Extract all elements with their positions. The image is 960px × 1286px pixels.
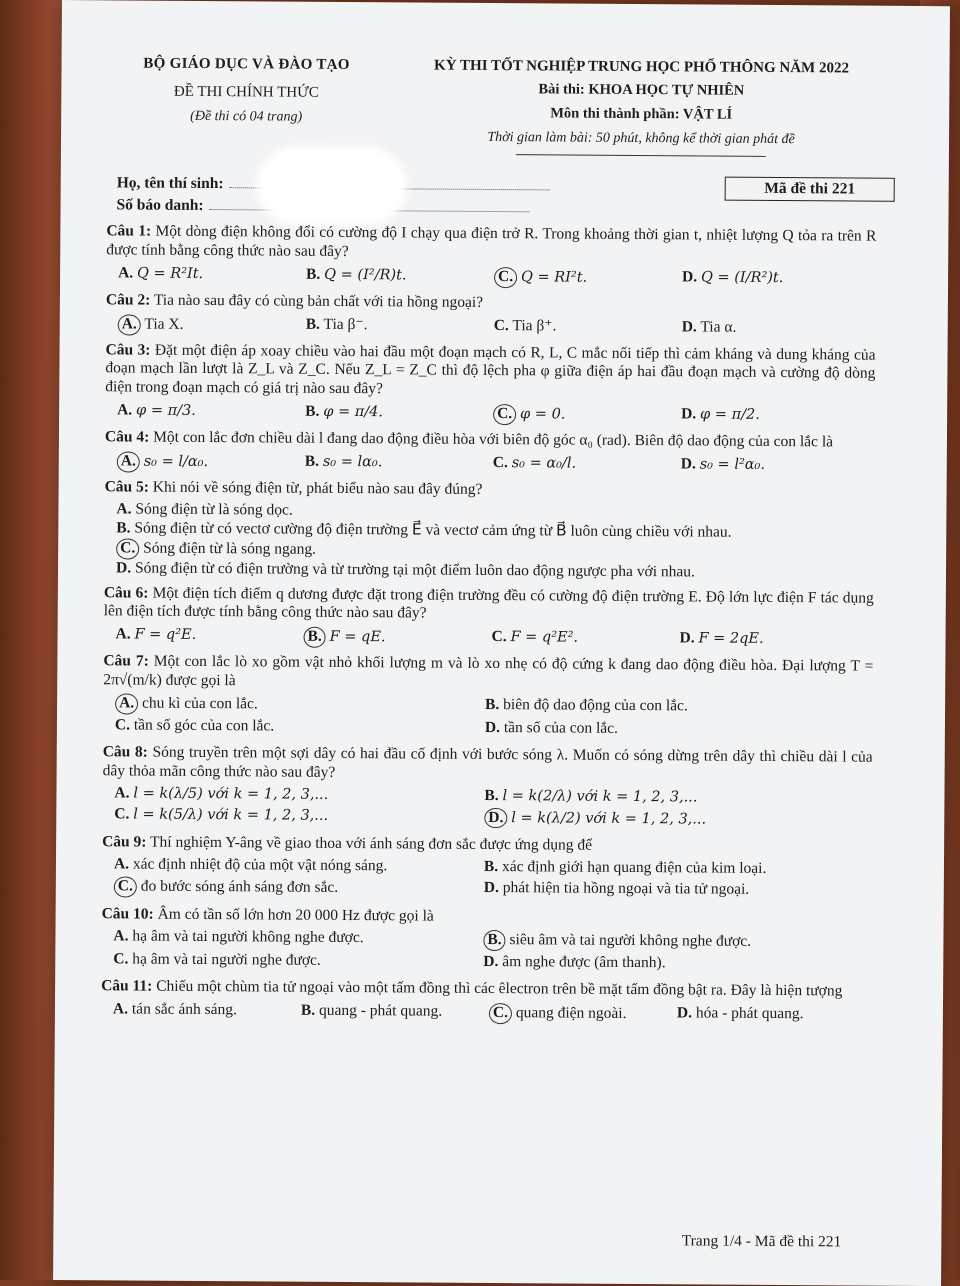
- option-a[interactable]: A. φ = π/3.: [117, 401, 196, 420]
- question-3: [105, 341, 876, 428]
- question-label: Câu 5:: [104, 478, 150, 496]
- option-a[interactable]: A. s₀ = l/α₀.: [117, 451, 305, 473]
- paper-name: Bài thi: KHOA HỌC TỰ NHIÊN: [538, 81, 745, 100]
- question-stem: Một dòng điện không đổi có cường độ I chạy qua điện trở R. Trong khoảng thời gian t, nhiệt lượng Q tỏa ra trên R được tính bằng công thức nào sau đây?: [106, 222, 877, 260]
- option-c[interactable]: C. đo bước sóng ánh sáng đơn sắc.: [114, 877, 484, 900]
- option-a[interactable]: A. F = q²E.: [115, 625, 197, 644]
- option-a[interactable]: A. Tia X.: [118, 314, 306, 336]
- questions-list: [101, 222, 877, 1032]
- question-label: Câu 9:: [102, 833, 147, 852]
- question-stem: Sóng truyền trên một sợi dây có hai đầu cố định với bước sóng λ. Muốn có sóng dừng trên dây thì chiều dài l của dây thỏa mãn công thức nào sau đây?: [102, 743, 873, 781]
- question-stem: Tia nào sau đây có cùng bản chất với tia hồng ngoại?: [153, 291, 484, 311]
- question-stem: Một con lắc đơn chiều dài l đang dao động điều hòa với biên độ góc α₀ (rad). Biên độ dao động của con lắc là: [153, 428, 834, 451]
- option-b[interactable]: B. F = qE.: [303, 627, 491, 649]
- option-d[interactable]: D. Tia α.: [681, 317, 737, 336]
- official-label: ĐỀ THI CHÍNH THỨC: [173, 84, 319, 102]
- question-stem: Thí nghiệm Y-âng về giao thoa với ánh sáng đơn sắc được ứng dụng để: [150, 834, 593, 855]
- question-label: Câu 2:: [105, 291, 151, 309]
- question-7: [103, 653, 874, 743]
- page-footer: Trang 1/4 - Mã đề thi 221: [681, 1232, 842, 1251]
- option-d[interactable]: D. l = k(λ/2) với k = 1, 2, 3,...: [484, 808, 854, 831]
- question-stem: Đặt một điện áp xoay chiều vào hai đầu một đoạn mạch có R, L, C mắc nối tiếp thì cảm kháng và dung kháng của đoạn mạch lần lượt là Z_L và Z_C. Nếu Z_L = Z_C thì độ lệch pha φ giữa điện áp hai đầu đoạn mạch và cường độ dòng điện trong đoạn mạch có giá trị nào sau đây?: [105, 341, 876, 398]
- option-c[interactable]: C. Tia β⁺.: [493, 316, 557, 335]
- option-b[interactable]: B. xác định giới hạn quang điện của kim loại.: [483, 858, 767, 878]
- question-9: [102, 834, 872, 905]
- option-a[interactable]: A. tán sắc ánh sáng.: [112, 1000, 237, 1019]
- option-c[interactable]: C. hạ âm và tai người nghe được.: [113, 950, 321, 969]
- option-c[interactable]: C. Q = RI²t.: [494, 267, 682, 289]
- header-rule: [516, 154, 766, 157]
- question-11: [101, 977, 871, 1026]
- question-2: [106, 291, 876, 340]
- option-b[interactable]: B. φ = π/4.: [305, 402, 384, 421]
- question-stem: Một điện tích điểm q dương được đặt trong điện trường đều có cường độ điện trường E. Độ lớn lực điện F tác dụng lên điện tích được tính bằng công thức nào sau đây?: [103, 584, 874, 622]
- option-c[interactable]: C. quang điện ngoài.: [489, 1003, 677, 1025]
- option-d[interactable]: D. φ = π/2.: [681, 405, 760, 424]
- pages-note: (Đề thi có 04 trang): [190, 108, 303, 125]
- option-b[interactable]: B. Sóng điện từ có vectơ cường độ điện trường E⃗ và vectơ cảm ứng từ B⃗ luôn cùng chiều với nhau.: [116, 519, 732, 541]
- option-d[interactable]: D. Sóng điện từ có điện trường và từ trường tại một điểm luôn dao động ngược pha với nhau.: [115, 558, 695, 581]
- question-label: Câu 11:: [101, 977, 153, 995]
- option-a[interactable]: A. hạ âm và tai người không nghe được.: [113, 927, 364, 947]
- header-left: [131, 54, 361, 125]
- option-d[interactable]: D. hóa - phát quang.: [676, 1004, 804, 1023]
- option-a[interactable]: A. Q = R²It.: [118, 264, 204, 282]
- question-label: Câu 7:: [103, 652, 149, 670]
- question-label: Câu 4:: [104, 428, 150, 446]
- question-1: [106, 222, 876, 290]
- question-stem: Một con lắc lò xo gồm vật nhỏ khối lượng m và lò xo nhẹ có độ cứng k đang dao động điều hòa. Đại lượng T = 2π√(m/k) được gọi là: [103, 652, 874, 690]
- option-c[interactable]: C. φ = 0.: [493, 404, 681, 426]
- question-stem: Chiếu một chùm tia tử ngoại vào một tấm đồng thì các êlectron trên bề mặt tấm đồng bật ra. Đây là hiện tượng: [156, 977, 843, 1000]
- option-d[interactable]: D. F = 2qE.: [679, 629, 764, 648]
- option-d[interactable]: D. tần số của con lắc.: [484, 718, 619, 737]
- option-b[interactable]: B. siêu âm và tai người không nghe được.: [483, 930, 853, 953]
- question-stem: Âm có tần số lớn hơn 20 000 Hz được gọi là: [157, 905, 434, 925]
- option-c[interactable]: C. tần số góc của con lắc.: [114, 716, 275, 735]
- question-5: [104, 478, 875, 583]
- option-a[interactable]: A. l = k(λ/5) với k = 1, 2, 3,...: [114, 784, 329, 803]
- option-b[interactable]: B. l = k(2/λ) với k = 1, 2, 3,...: [484, 786, 698, 806]
- option-b[interactable]: B. quang - phát quang.: [300, 1001, 443, 1020]
- option-a[interactable]: A. Sóng điện từ là sóng dọc.: [116, 500, 293, 519]
- option-d[interactable]: D. s₀ = l²α₀.: [680, 455, 766, 473]
- option-b[interactable]: B. Q = (I²/R)t.: [306, 265, 407, 284]
- subject-name: Môn thi thành phần: VẬT LÍ: [550, 105, 733, 123]
- option-c[interactable]: C. F = q²E².: [491, 628, 579, 646]
- option-d[interactable]: D. Q = (I/R²)t.: [682, 268, 784, 286]
- option-b[interactable]: B. s₀ = lα₀.: [304, 452, 383, 471]
- exam-paper: [53, 0, 950, 1286]
- option-d[interactable]: D. phát hiện tia hồng ngoại và tia tử ngoại.: [483, 879, 750, 899]
- question-8: [102, 743, 873, 833]
- option-a[interactable]: A. chu kì của con lắc.: [115, 693, 485, 716]
- candidate-name-label: Họ, tên thí sinh:: [116, 174, 224, 193]
- option-c[interactable]: C. s₀ = α₀/l.: [492, 454, 577, 472]
- question-4: [105, 428, 875, 477]
- option-b[interactable]: B. Tia β⁻.: [305, 315, 368, 333]
- question-label: Câu 3:: [105, 340, 151, 359]
- redaction-blur: [256, 146, 407, 225]
- question-label: Câu 1:: [106, 222, 152, 240]
- exam-title: KỲ THI TỐT NGHIỆP TRUNG HỌC PHỔ THÔNG NĂM 2022: [434, 57, 850, 77]
- option-d[interactable]: D. âm nghe được (âm thanh).: [483, 952, 666, 972]
- header-right: [391, 56, 892, 157]
- ministry-name: BỘ GIÁO DỤC VÀ ĐÀO TẠO: [143, 55, 350, 74]
- option-c[interactable]: C. Sóng điện từ là sóng ngang.: [116, 538, 874, 564]
- option-b[interactable]: B. biên độ dao động của con lắc.: [485, 696, 688, 715]
- exam-code-box: Mã đề thi 221: [725, 177, 895, 202]
- candidate-id-label: Số báo danh:: [116, 196, 204, 214]
- question-label: Câu 10:: [101, 905, 154, 923]
- question-label: Câu 8:: [102, 743, 148, 761]
- time-note: Thời gian làm bài: 50 phút, không kể thời gian phát đề: [487, 129, 795, 147]
- question-10: [101, 905, 871, 976]
- option-c[interactable]: C. l = k(5/λ) với k = 1, 2, 3,...: [114, 804, 329, 824]
- question-label: Câu 6:: [103, 583, 149, 602]
- option-a[interactable]: A. xác định nhiệt độ của một vật nóng sáng.: [113, 855, 388, 875]
- question-6: [103, 584, 873, 652]
- question-stem: Khi nói về sóng điện từ, phát biểu nào sau đây đúng?: [152, 478, 483, 498]
